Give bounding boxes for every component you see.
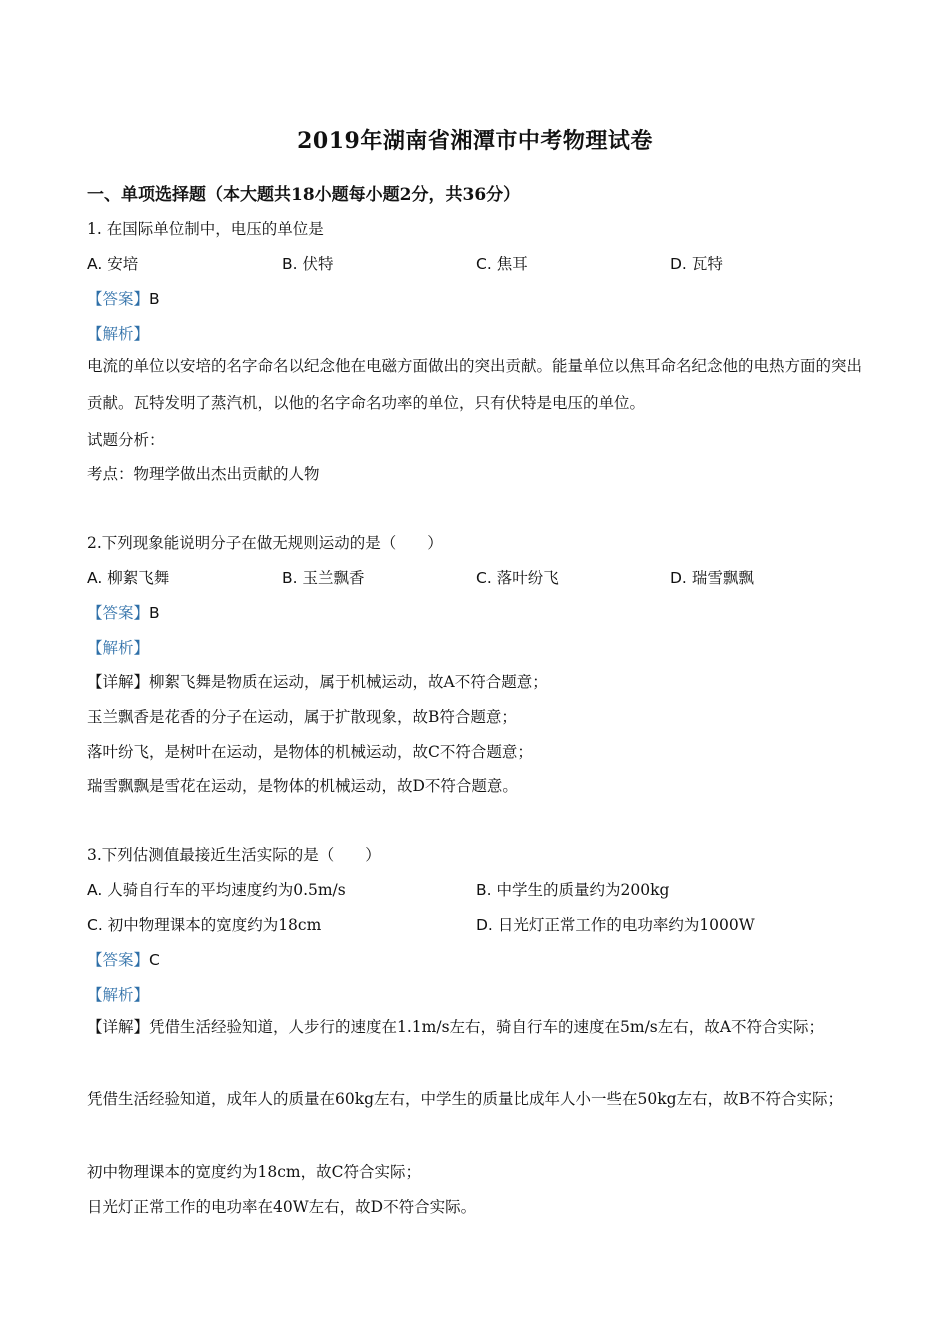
q2-analysis-tag: 【解析】 (87, 639, 150, 657)
option-text: 玉兰飘香 (302, 569, 365, 587)
q1-option-d[interactable] (670, 252, 723, 274)
q2-answer (87, 601, 160, 623)
option-label: C. (87, 916, 103, 934)
q2-option-a[interactable] (87, 566, 169, 588)
q2-option-d[interactable] (670, 566, 754, 588)
q2-option-b[interactable] (282, 566, 365, 588)
option-text: 瑞雪飘飘 (691, 569, 754, 587)
q3-option-d[interactable] (476, 913, 755, 935)
q1-answer (87, 287, 160, 309)
q1-analysis-tag: 【解析】 (87, 325, 150, 343)
option-label: A. (87, 255, 103, 273)
option-label: B. (282, 569, 298, 587)
question-1-stem: 1. 在国际单位制中，电压的单位是 (87, 220, 324, 238)
q2-detail-4: 瑞雪飘飘是雪花在运动，是物体的机械运动，故D不符合题意。 (87, 777, 518, 795)
answer-tag: 【答案】 (87, 290, 150, 308)
q2-detail-1: 【详解】柳絮飞舞是物质在运动，属于机械运动，故A不符合题意； (87, 673, 548, 691)
option-text: 人骑自行车的平均速度约为0.5m/s (107, 881, 346, 899)
option-label: D. (670, 569, 687, 587)
q1-note-topic: 考点：物理学做出杰出贡献的人物 (87, 465, 320, 483)
q3-detail-2: 凭借生活经验知道，成年人的质量在60kg左右，中学生的质量比成年人小一些在50kg左右，故B不符合实际； (87, 1090, 843, 1108)
option-text: 日光灯正常工作的电功率约为1000W (497, 916, 755, 934)
section-heading: 一、单项选择题（本大题共18小题每小题2分，共36分） (87, 185, 521, 205)
q3-option-c[interactable] (87, 913, 321, 935)
answer-tag: 【答案】 (87, 951, 150, 969)
q3-analysis-tag: 【解析】 (87, 986, 150, 1004)
q3-detail-3: 初中物理课本的宽度约为18cm，故C符合实际； (87, 1163, 421, 1181)
q1-note-analysis: 试题分析： (87, 431, 165, 449)
option-text: 柳絮飞舞 (107, 569, 170, 587)
q3-option-a[interactable] (87, 878, 346, 900)
question-3-stem: 3.下列估测值最接近生活实际的是（ ） (87, 846, 381, 864)
answer-value: C (149, 951, 160, 969)
q1-option-a[interactable] (87, 252, 138, 274)
answer-value: B (149, 604, 160, 622)
q1-explanation: 电流的单位以安培的名字命名以纪念他在电磁方面做出的突出贡献。能量单位以焦耳命名纪念他的电热方面的突出贡献。瓦特发明了蒸汽机，以他的名字命名功率的单位，只有伏特是电压的单位。 (87, 357, 863, 412)
option-label: A. (87, 569, 103, 587)
option-label: B. (282, 255, 298, 273)
q3-option-b[interactable] (476, 878, 669, 900)
option-text: 瓦特 (691, 255, 723, 273)
option-text: 伏特 (302, 255, 334, 273)
q1-option-c[interactable] (476, 252, 528, 274)
q3-detail-1: 【详解】凭借生活经验知道，人步行的速度在1.1m/s左右，骑自行车的速度在5m/s左右，故A不符合实际； (87, 1018, 824, 1036)
q1-option-b[interactable] (282, 252, 334, 274)
question-2-stem: 2.下列现象能说明分子在做无规则运动的是（ ） (87, 534, 443, 552)
q3-detail-4: 日光灯正常工作的电功率在40W左右，故D不符合实际。 (87, 1198, 477, 1216)
option-label: C. (476, 569, 492, 587)
option-text: 焦耳 (496, 255, 528, 273)
q3-answer (87, 948, 160, 970)
option-label: B. (476, 881, 492, 899)
q2-detail-3: 落叶纷飞，是树叶在运动，是物体的机械运动，故C不符合题意； (87, 743, 533, 761)
q2-detail-2: 玉兰飘香是花香的分子在运动，属于扩散现象，故B符合题意； (87, 708, 517, 726)
page-title: 2019年湖南省湘潭市中考物理试卷 (297, 128, 653, 154)
option-label: A. (87, 881, 103, 899)
option-label: D. (476, 916, 493, 934)
q2-option-c[interactable] (476, 566, 559, 588)
option-text: 安培 (107, 255, 139, 273)
answer-value: B (149, 290, 160, 308)
option-text: 初中物理课本的宽度约为18cm (107, 916, 322, 934)
answer-tag: 【答案】 (87, 604, 150, 622)
option-label: C. (476, 255, 492, 273)
option-label: D. (670, 255, 687, 273)
option-text: 落叶纷飞 (496, 569, 559, 587)
option-text: 中学生的质量约为200kg (496, 881, 670, 899)
